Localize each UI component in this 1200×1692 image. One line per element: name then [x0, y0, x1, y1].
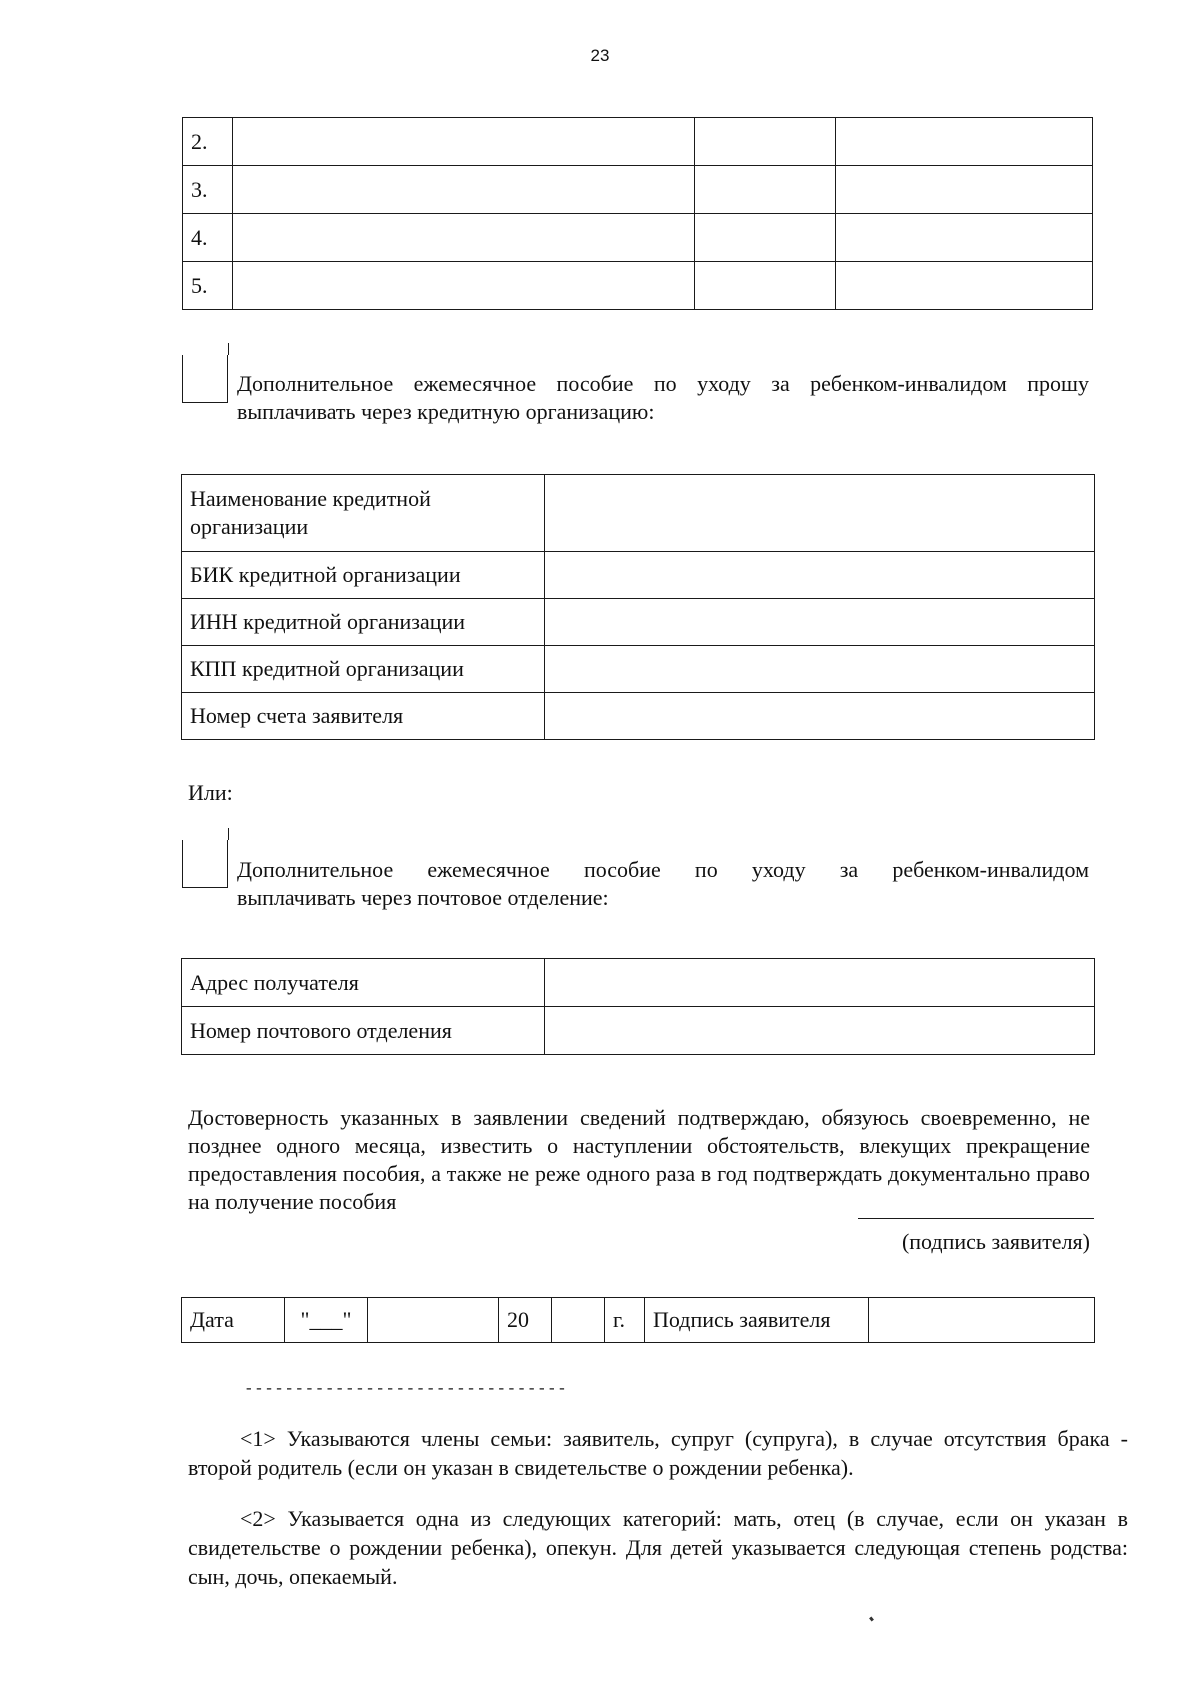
recipient-address-field[interactable]: [545, 959, 1095, 1007]
table-row: [183, 118, 1093, 166]
bank-option-line-2: выплачивать через кредитную организацию:: [237, 399, 655, 424]
bank-option-text: [237, 370, 1089, 426]
footnote-2: [188, 1504, 1128, 1591]
member-relation-cell[interactable]: [836, 214, 1093, 262]
post-office-number-field[interactable]: [545, 1007, 1095, 1055]
member-relation-cell[interactable]: [836, 262, 1093, 310]
table-row: [182, 646, 1095, 693]
member-name-cell[interactable]: [233, 166, 695, 214]
bank-option-line-1: Дополнительное ежемесячное пособие по уходу за ребенком-инвалидом прошу: [237, 371, 1089, 396]
table-row: [183, 166, 1093, 214]
post-office-number-label: Номер почтового отделения: [182, 1007, 545, 1055]
or-label: Или:: [188, 780, 233, 805]
footnote-2-text: <2> Указывается одна из следующих категорий: мать, отец (в случае, если он указан в свидетельстве о рождении ребенка), опекун. Для детей указывается следующая степень родства: сын, дочь, опекаемый.: [188, 1506, 1128, 1589]
footnote-separator: --------------------------------: [244, 1380, 568, 1398]
table-row: [182, 475, 1095, 552]
footnote-1: [188, 1424, 1128, 1482]
table-row: [182, 1298, 1095, 1343]
table-row: [182, 693, 1095, 740]
account-number-label: Номер счета заявителя: [182, 693, 545, 740]
post-option-text: [237, 856, 1089, 912]
confirmation-text: Достоверность указанных в заявлении сведений подтверждаю, обязуюсь своевременно, не позднее одного месяца, известить о наступлении обстоятельств, влекущих прекращение предоставления пособия, а также не реже одного раза в год подтверждать документально право на получение пособия: [188, 1105, 1090, 1214]
member-date-cell[interactable]: [695, 214, 836, 262]
member-relation-cell[interactable]: [836, 166, 1093, 214]
kpp-label: КПП кредитной организации: [182, 646, 545, 693]
recipient-address-label: Адрес получателя: [182, 959, 545, 1007]
scan-speck: [869, 1617, 874, 1622]
member-name-cell[interactable]: [233, 118, 695, 166]
member-relation-cell[interactable]: [836, 118, 1093, 166]
table-row: [183, 214, 1093, 262]
day-field[interactable]: "___": [285, 1298, 368, 1343]
year-field[interactable]: [552, 1298, 605, 1343]
table-row: [182, 552, 1095, 599]
year-prefix: 20: [499, 1298, 552, 1343]
signature-label: Подпись заявителя: [645, 1298, 869, 1343]
table-row: [183, 262, 1093, 310]
post-option-line-1: Дополнительное ежемесячное пособие по уходу за ребенком-инвалидом: [237, 857, 1089, 882]
date-label: Дата: [182, 1298, 285, 1343]
post-option-checkbox[interactable]: [182, 840, 228, 888]
page-number: 23: [590, 46, 610, 65]
member-name-cell[interactable]: [233, 214, 695, 262]
kpp-field[interactable]: [545, 646, 1095, 693]
table-row: [182, 1007, 1095, 1055]
date-signature-table: [181, 1297, 1095, 1343]
bik-field[interactable]: [545, 552, 1095, 599]
member-name-cell[interactable]: [233, 262, 695, 310]
row-number: 3.: [183, 166, 233, 214]
table-row: [182, 959, 1095, 1007]
post-option-line-2: выплачивать через почтовое отделение:: [237, 885, 609, 910]
row-number: 4.: [183, 214, 233, 262]
table-row: [182, 599, 1095, 646]
family-members-table: [182, 117, 1093, 310]
inn-label: ИНН кредитной организации: [182, 599, 545, 646]
member-date-cell[interactable]: [695, 262, 836, 310]
bank-name-label: Наименование кредитной организации: [182, 475, 545, 552]
account-number-field[interactable]: [545, 693, 1095, 740]
bank-option-checkbox[interactable]: [182, 355, 228, 403]
signature-caption: (подпись заявителя): [901, 1229, 1090, 1254]
signature-field[interactable]: [869, 1298, 1095, 1343]
inn-field[interactable]: [545, 599, 1095, 646]
row-number: 2.: [183, 118, 233, 166]
row-number: 5.: [183, 262, 233, 310]
bik-label: БИК кредитной организации: [182, 552, 545, 599]
footnote-1-text: <1> Указываются члены семьи: заявитель, супруг (супруга), в случае отсутствия брака - второй родитель (если он указан в свидетельстве о рождении ребенка).: [188, 1426, 1128, 1480]
bank-details-table: [181, 474, 1095, 740]
year-suffix: г.: [605, 1298, 645, 1343]
member-date-cell[interactable]: [695, 166, 836, 214]
bank-name-field[interactable]: [545, 475, 1095, 552]
post-details-table: [181, 958, 1095, 1055]
member-date-cell[interactable]: [695, 118, 836, 166]
signature-line[interactable]: [858, 1218, 1094, 1219]
month-field[interactable]: [368, 1298, 499, 1343]
